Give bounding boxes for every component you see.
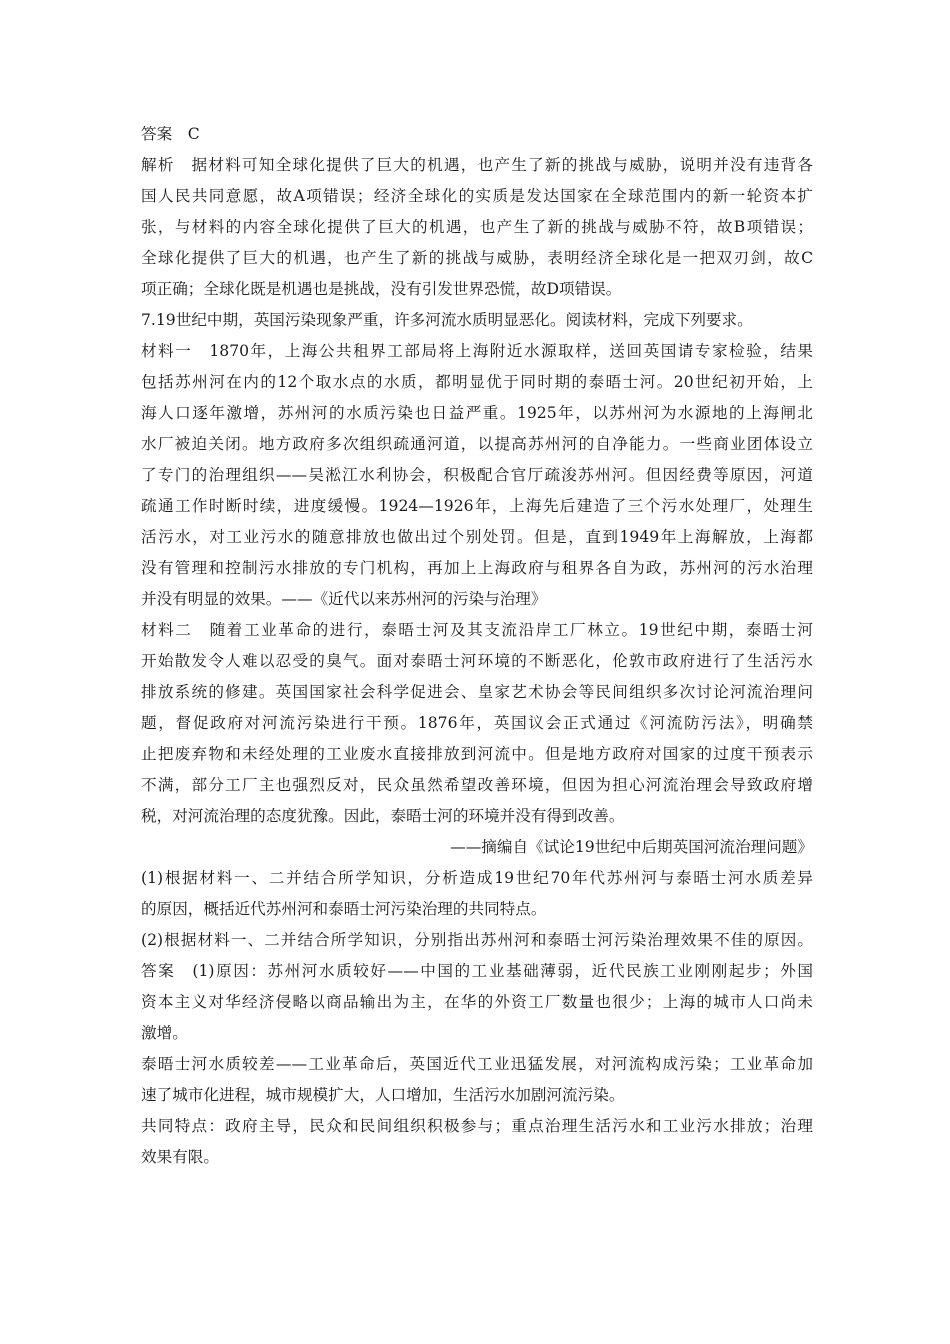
material-1-line: 疏通工作时断时续，进度缓慢。1924—1926年，上海先后建造了三个污水处理厂，处理生: [141, 497, 813, 515]
material-1-line: 了专门的治理组织——吴淞江水利协会，积极配合官厅疏浚苏州河。但因经费等原因，河道: [141, 466, 813, 484]
material-2-line: 题，督促政府对河流污染进行干预。1876年，英国议会正式通过《河流防污法》，明确禁: [141, 714, 813, 732]
material-1-source: 并没有明显的效果。——《近代以来苏州河的污染与治理》: [141, 590, 547, 608]
material-2-line: 材料二 随着工业革命的进行，泰晤士河及其支流沿岸工厂林立。19世纪中期，泰晤士河: [141, 621, 813, 639]
material-2-line: 税，对河流治理的态度犹豫。因此，泰晤士河的环境并没有得到改善。: [141, 807, 625, 825]
material-1-line: 包括苏州河在内的12个取水点的水质，都明显优于同时期的泰晤士河。20世纪初开始，上: [141, 373, 813, 391]
answer-7-line: 泰晤士河水质较差——工业革命后，英国近代工业迅猛发展，对河流构成污染；工业革命加: [141, 1055, 813, 1073]
answer-7-line: 效果有限。: [141, 1148, 219, 1166]
answer-7-line: 答案 (1)原因：苏州河水质较好——中国的工业基础薄弱，近代民族工业刚刚起步；外国: [141, 962, 813, 980]
question-7-2-line: (2)根据材料一、二并结合所学知识，分别指出苏州河和泰晤士河污染治理效果不佳的原因。: [141, 931, 813, 949]
answer-6-label: 答案 C: [141, 125, 200, 143]
answer-7-line: 共同特点：政府主导，民众和民间组织积极参与；重点治理生活污水和工业污水排放；治理: [141, 1117, 813, 1135]
material-2-line: 开始散发令人难以忍受的臭气。面对泰晤士河环境的不断恶化，伦敦市政府进行了生活污水: [141, 652, 813, 670]
analysis-line: 项正确；全球化既是机遇也是挑战，没有引发世界恐慌，故D项错误。: [141, 280, 622, 298]
question-7-1-line: 的原因，概括近代苏州河和泰晤士河污染治理的共同特点。: [141, 900, 547, 918]
material-2-line: 排放系统的修建。英国国家社会科学促进会、皇家艺术协会等民间组织多次讨论河流治理问: [141, 683, 813, 701]
answer-7-line: 资本主义对华经济侵略以商品输出为主，在华的外资工厂数量也很少；上海的城市人口尚未: [141, 993, 813, 1011]
material-2-source: ——摘编自《试论19世纪中后期英国河流治理问题》: [450, 838, 813, 856]
analysis-line: 解析 据材料可知全球化提供了巨大的机遇，也产生了新的挑战与威胁，说明并没有违背各: [141, 156, 813, 174]
question-7-1-line: (1)根据材料一、二并结合所学知识，分析造成19世纪70年代苏州河与泰晤士河水质差异: [141, 869, 813, 887]
material-2-line: 止把废弃物和未经处理的工业废水直接排放到河流中。但是地方政府对国家的过度干预表示: [141, 745, 813, 763]
analysis-line: 全球化提供了巨大的机遇，也产生了新的挑战与威胁，表明经济全球化是一把双刃剑，故C: [141, 249, 813, 267]
analysis-line: 国人民共同意愿，故A项错误；经济全球化的实质是发达国家在全球范围内的新一轮资本扩: [141, 187, 813, 205]
material-1-line: 水厂被迫关闭。地方政府多次组织疏通河道，以提高苏州河的自净能力。一些商业团体设立: [141, 435, 813, 453]
material-1-line: 海人口逐年激增，苏州河的水质污染也日益严重。1925年，以苏州河为水源地的上海闸北: [141, 404, 813, 422]
answer-7-line: 激增。: [141, 1024, 188, 1042]
analysis-line: 张，与材料的内容全球化提供了巨大的机遇，也产生了新的挑战与威胁不符，故B项错误；: [141, 218, 813, 236]
question-7-stem: 7.19世纪中期，英国污染现象严重，许多河流水质明显恶化。阅读材料，完成下列要求。: [141, 311, 753, 329]
material-1-line: 活污水，对工业污水的随意排放也做出过个别处罚。但是，直到1949年上海解放，上海都: [141, 528, 813, 546]
material-1-line: 没有管理和控制污水排放的专门机构，再加上上海政府与租界各自为政，苏州河的污水治理: [141, 559, 813, 577]
material-2-line: 不满，部分工厂主也强烈反对，民众虽然希望改善环境，但因为担心河流治理会导致政府增: [141, 776, 813, 794]
answer-7-line: 速了城市化进程，城市规模扩大，人口增加，生活污水加剧河流污染。: [141, 1086, 625, 1104]
material-1-line: 材料一 1870年，上海公共租界工部局将上海附近水源取样，送回英国请专家检验，结果: [141, 342, 813, 360]
